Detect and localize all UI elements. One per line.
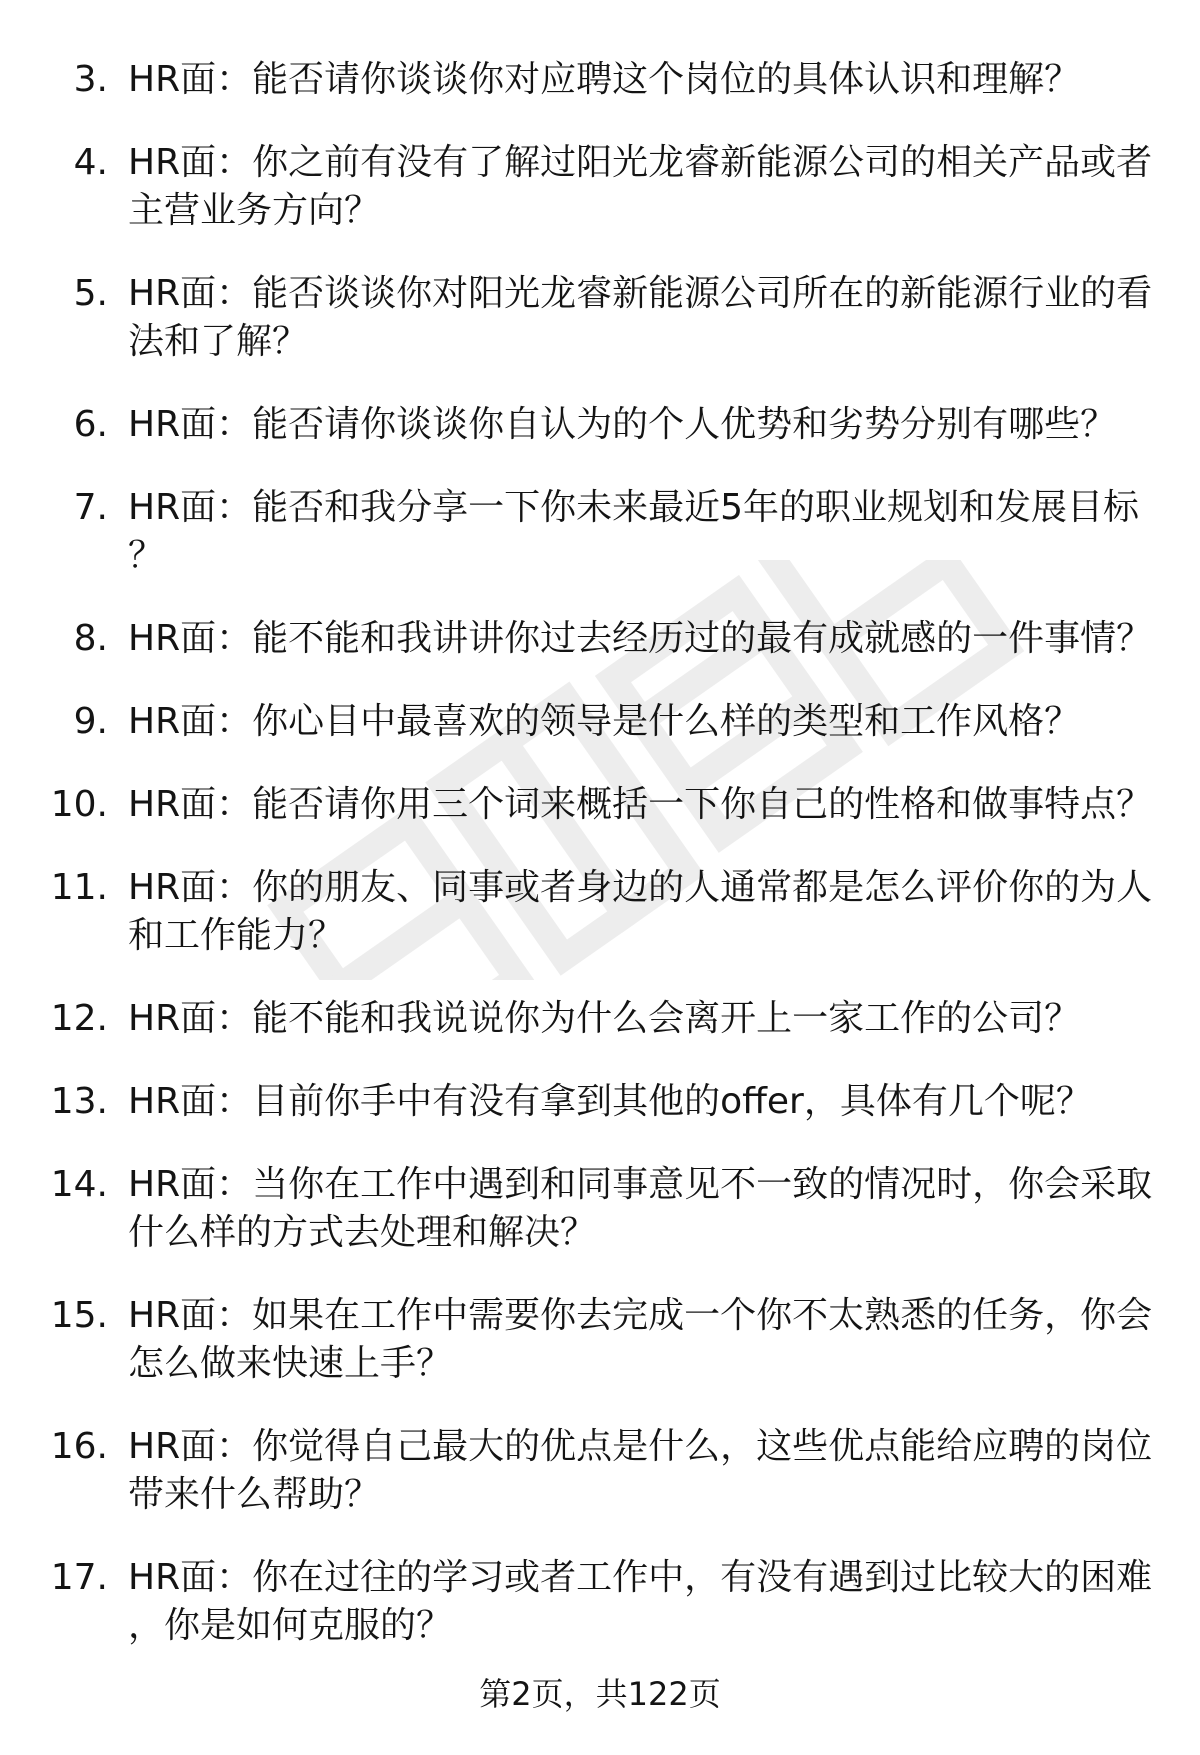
question-text: HR面：能不能和我说说你为什么会离开上一家工作的公司？: [128, 998, 1081, 1039]
question-item: [0, 1161, 1200, 1257]
question-text: HR面：如果在工作中需要你去完成一个你不太熟悉的任务，你会怎么做来快速上手？: [128, 1295, 1153, 1384]
question-number: 16.: [50, 1426, 108, 1467]
question-text: HR面：能否谈谈你对阳光龙睿新能源公司所在的新能源行业的看法和了解？: [128, 273, 1153, 362]
question-item: [0, 995, 1200, 1043]
question-text: HR面：你的朋友、同事或者身边的人通常都是怎么评价你的为人和工作能力？: [128, 867, 1153, 956]
question-item: [0, 270, 1200, 366]
question-number: 5.: [73, 273, 108, 314]
question-item: [0, 1292, 1200, 1388]
question-text: HR面：能否和我分享一下你未来最近5年的职业规划和发展目标？: [128, 487, 1139, 576]
question-text: HR面：目前你手中有没有拿到其他的offer，具体有几个呢？: [128, 1081, 1092, 1122]
question-number: 11.: [50, 867, 108, 908]
question-text: HR面：你心目中最喜欢的领导是什么样的类型和工作风格？: [128, 701, 1081, 742]
question-item: [0, 484, 1200, 580]
question-number: 7.: [73, 487, 108, 528]
question-number: 15.: [50, 1295, 108, 1336]
question-number: 10.: [50, 784, 108, 825]
question-item: [0, 781, 1200, 829]
page-footer: 第2页，共122页: [479, 1675, 721, 1713]
question-item: [0, 1554, 1200, 1650]
question-number: 14.: [50, 1164, 108, 1205]
question-item: [0, 139, 1200, 235]
question-item: [0, 1078, 1200, 1126]
question-number: 4.: [73, 142, 108, 183]
question-number: 13.: [50, 1081, 108, 1122]
question-item: [0, 1423, 1200, 1519]
question-list: [0, 56, 1200, 1685]
question-number: 3.: [73, 59, 108, 100]
question-text: HR面：能否请你谈谈你对应聘这个岗位的具体认识和理解？: [128, 59, 1081, 100]
question-text: HR面：能不能和我讲讲你过去经历过的最有成就感的一件事情？: [128, 618, 1153, 659]
question-item: [0, 615, 1200, 663]
question-text: HR面：能否请你谈谈你自认为的个人优势和劣势分别有哪些？: [128, 404, 1117, 445]
question-item: [0, 56, 1200, 104]
question-text: HR面：你在过往的学习或者工作中，有没有遇到过比较大的困难，你是如何克服的？: [128, 1557, 1153, 1646]
question-text: HR面：能否请你用三个词来概括一下你自己的性格和做事特点？: [128, 784, 1153, 825]
question-item: [0, 401, 1200, 449]
question-number: 17.: [50, 1557, 108, 1598]
question-number: 12.: [50, 998, 108, 1039]
question-text: HR面：你觉得自己最大的优点是什么，这些优点能给应聘的岗位带来什么帮助？: [128, 1426, 1153, 1515]
question-text: HR面：你之前有没有了解过阳光龙睿新能源公司的相关产品或者主营业务方向？: [128, 142, 1153, 231]
question-text: HR面：当你在工作中遇到和同事意见不一致的情况时，你会采取什么样的方式去处理和解决？: [128, 1164, 1153, 1253]
question-item: [0, 864, 1200, 960]
question-number: 9.: [73, 701, 108, 742]
question-number: 8.: [73, 618, 108, 659]
question-number: 6.: [73, 404, 108, 445]
question-item: [0, 698, 1200, 746]
